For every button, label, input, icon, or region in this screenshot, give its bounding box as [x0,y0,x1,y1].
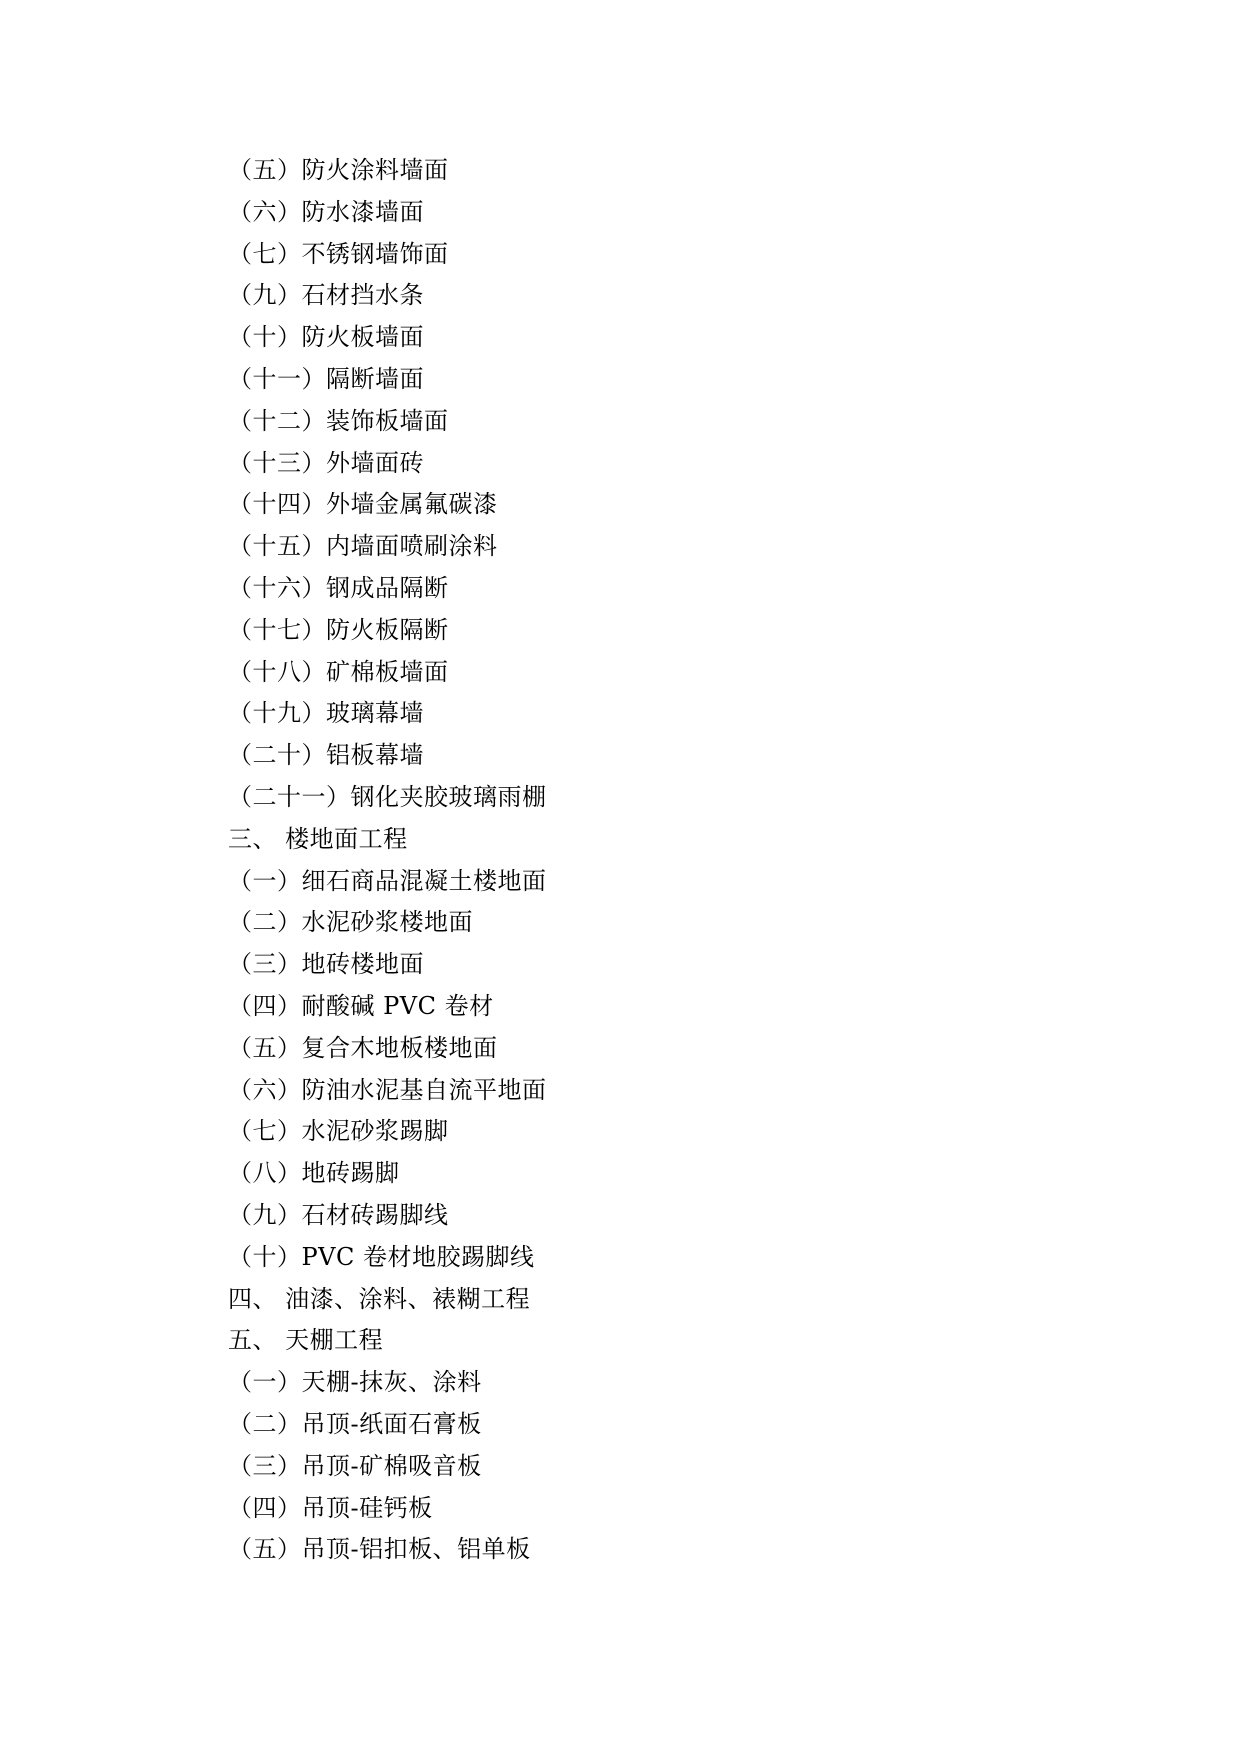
subsection-item: （十八）矿棉板墙面 [228,657,449,686]
subsection-item: （一）细石商品混凝土楼地面 [228,866,547,895]
subsection-item: （十四）外墙金属氟碳漆 [228,490,498,519]
subsection-item: （十九）玻璃幕墙 [228,699,424,728]
subsection-item: （十二）装饰板墙面 [228,406,449,435]
subsection-item: （二十）铝板幕墙 [228,741,424,770]
subsection-item: （十七）防火板隔断 [228,615,449,644]
subsection-item: （十三）外墙面砖 [228,448,424,477]
subsection-item: （四）吊顶-硅钙板 [228,1493,433,1522]
subsection-item: （十一）隔断墙面 [228,364,424,393]
subsection-item: （九）石材砖踢脚线 [228,1200,449,1229]
outline-list [228,150,547,1571]
subsection-item: （十五）内墙面喷刷涂料 [228,532,498,561]
subsection-item: （五）吊顶-铝扣板、铝单板 [228,1535,531,1564]
subsection-item: （十）PVC 卷材地胶踢脚线 [228,1242,535,1271]
subsection-item: （五）防火涂料墙面 [228,156,449,184]
subsection-item: （四）耐酸碱 PVC 卷材 [228,991,494,1020]
subsection-item: （六）防油水泥基自流平地面 [228,1075,547,1104]
subsection-item: （二）吊顶-纸面石膏板 [228,1409,482,1438]
subsection-item: （九）石材挡水条 [228,281,424,310]
subsection-item: （三）地砖楼地面 [228,950,424,979]
subsection-item: （十六）钢成品隔断 [228,573,449,602]
section-heading: 五、 天棚工程 [228,1326,384,1355]
subsection-item: （七）不锈钢墙饰面 [228,239,449,268]
section-heading: 四、 油漆、涂料、裱糊工程 [228,1284,531,1313]
subsection-item: （五）复合木地板楼地面 [228,1033,498,1062]
subsection-item: （一）天棚-抹灰、涂料 [228,1368,482,1397]
section-heading: 三、 楼地面工程 [228,824,408,853]
subsection-item: （二）水泥砂浆楼地面 [228,908,473,937]
subsection-item: （七）水泥砂浆踢脚 [228,1117,449,1146]
subsection-item: （六）防水漆墙面 [228,197,424,226]
subsection-item: （二十一）钢化夹胶玻璃雨棚 [228,782,547,811]
subsection-item: （十）防火板墙面 [228,323,424,352]
subsection-item: （三）吊顶-矿棉吸音板 [228,1451,482,1480]
subsection-item: （八）地砖踢脚 [228,1159,400,1188]
